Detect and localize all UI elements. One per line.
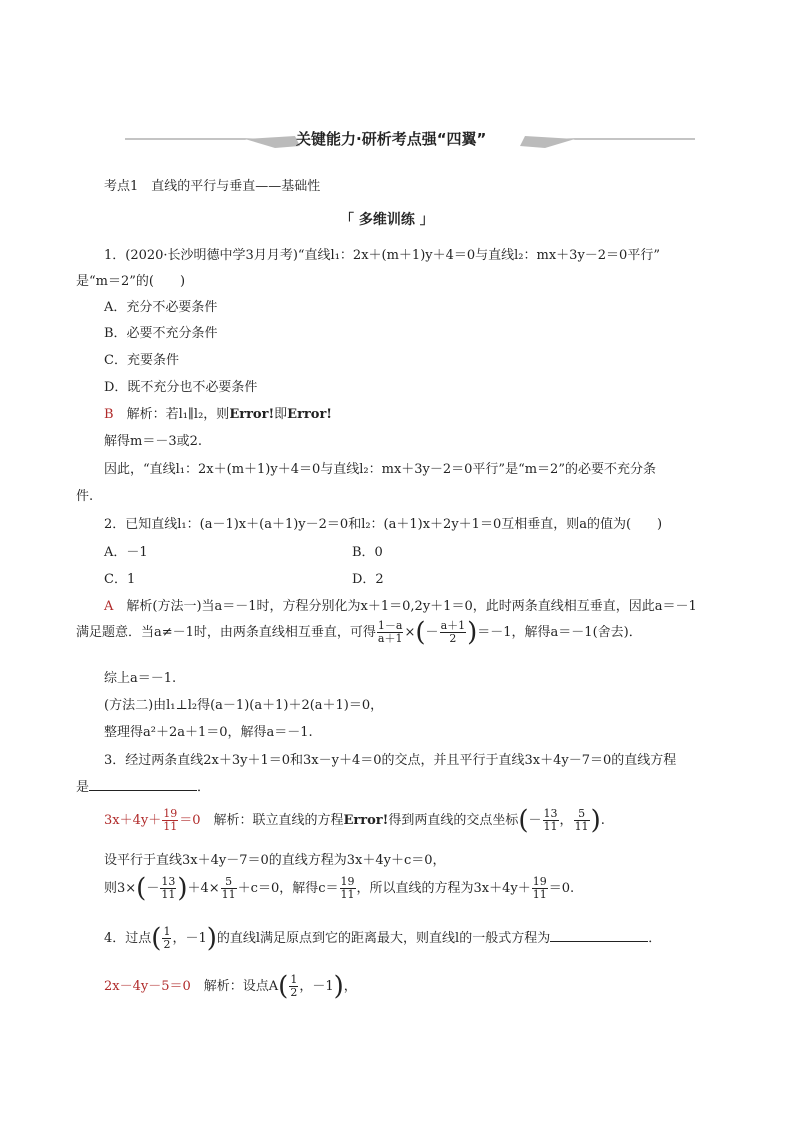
q1-option-c: C．充要条件 (104, 353, 179, 368)
q1-option-b: B．必要不充分条件 (104, 326, 218, 341)
fraction: $\frac{19}{11}$ (340, 875, 355, 901)
q3-sol-text: 解析：联立直线的方程 (200, 813, 344, 828)
q2-stem: 2．已知直线l₁：(a－1)x＋(a＋1)y－2＝0和l₂：(a＋1)x＋2y＋1＝0互相垂直，则a的值为( ) (104, 517, 663, 532)
fraction: $\frac{19}{11}$ (532, 875, 547, 901)
q4-answer: 2x－4y－5＝0 (104, 979, 191, 994)
q1-solution-line1 (104, 403, 332, 422)
q4-stem: 4．过点( $\frac{1}{2}$ ，－1)的直线l满足原点到它的距离最大，则直线l的一般式方程为 ． (104, 923, 662, 954)
q3-answer: 3x＋4y＋ $\frac{19}{11}$ ＝0 (104, 807, 201, 833)
fraction: $\frac{1}{2}$ (290, 973, 298, 999)
q2-sol-text: 满足题意．当a≠－1时，由两条直线相互垂直，可得 (76, 625, 376, 640)
q1-sol-text: 解析：若l₁∥l₂，则 (113, 407, 230, 422)
answer-blank (89, 778, 197, 791)
error-text: Error! (287, 407, 333, 422)
q2-sol-text: ＝－1，解得a＝－1(舍去)． (477, 625, 642, 640)
error-text: Error! (343, 813, 389, 828)
q3-stem-line2: 是 ． (76, 780, 211, 795)
q2-solution-line5: 整理得a²＋2a＋1＝0，解得a＝－1. (104, 725, 313, 740)
fraction: $\frac{5}{11}$ (221, 875, 236, 901)
q1-option-a: A．充分不必要条件 (104, 300, 218, 315)
q3-sol-text: 得到两直线的交点坐标 (388, 813, 519, 828)
q2-option-d: D．2 (352, 572, 384, 587)
q3-stem-line1: 3．经过两条直线2x＋3y＋1＝0和3x－y＋4＝0的交点，并且平行于直线3x＋4y－7＝0的直线方程 (104, 753, 677, 768)
q2-solution-line2: 满足题意．当a≠－1时，由两条直线相互垂直，可得 $\frac{1-a}{a+1}$ ×(－ $\frac{a+1}{2}$ )＝－1，解得a＝－1(舍去)． (76, 617, 642, 648)
fraction: $\frac{1}{2}$ (163, 925, 171, 951)
q4-solution-line1: 2x－4y－5＝0 解析：设点A( $\frac{1}{2}$ ，－1)， (104, 971, 357, 1002)
times-sign: × (404, 625, 416, 640)
q2-option-c: C．1 (104, 572, 136, 587)
q1-stem-line1: 1．(2020·长沙明德中学3月月考)“直线l₁：2x＋(m＋1)y＋4＝0与直线l₂：mx＋3y－2＝0平行” (104, 248, 660, 263)
section-badge: 「 多维训练 」 (340, 212, 434, 228)
q2-option-a: A．－1 (104, 545, 148, 560)
q1-solution-line2: 解得m＝－3或2. (104, 434, 203, 449)
q1-option-d: D．既不充分也不必要条件 (104, 380, 258, 395)
q3-solution-line2: 设平行于直线3x＋4y－7＝0的直线方程为3x＋4y＋c＝0， (104, 853, 446, 868)
fraction: $\frac{13}{11}$ (161, 875, 176, 901)
fraction: $\frac{1-a}{a+1}$ (377, 619, 403, 645)
q1-stem-line2: 是“m＝2”的( ) (76, 274, 186, 289)
q2-solution-line1 (104, 595, 697, 614)
q3-solution-line1: 3x＋4y＋ $\frac{19}{11}$ ＝0 解析：联立直线的方程Error!得到两直线的交点坐标(－ $\frac{13}{11}$ ， $\frac{5}{11}$ ). (104, 805, 605, 836)
q3-solution-line3: 则3×(－ $\frac{13}{11}$ )＋4× $\frac{5}{11}$ ＋c＝0，解得c＝ $\frac{19}{11}$ ，所以直线的方程为3x＋4y＋ $\frac{19}{11}$ ＝0. (104, 873, 575, 904)
fraction: $\frac{19}{11}$ (163, 807, 178, 833)
q2-sol-text: 解析(方法一)当a＝－1时，方程分别化为x＋1＝0,2y＋1＝0，此时两条直线相互垂直，因此a＝－1 (113, 599, 697, 614)
fraction: $\frac{13}{11}$ (543, 807, 558, 833)
error-text: Error! (229, 407, 275, 422)
fraction: $\frac{a+1}{2}$ (440, 619, 466, 645)
q1-solution-line3: 因此，“直线l₁：2x＋(m＋1)y＋4＝0与直线l₂：mx＋3y－2＝0平行”是“m＝2”的必要不充分条 (104, 462, 656, 477)
page-title: 关键能力·研析考点强“四翼” (296, 130, 487, 148)
q2-solution-line4: (方法二)由l₁⊥l₂得(a－1)(a＋1)＋2(a＋1)＝0， (104, 698, 384, 713)
q1-answer: B (104, 407, 114, 422)
fraction: $\frac{5}{11}$ (574, 807, 589, 833)
q2-option-b: B．0 (352, 545, 383, 560)
answer-blank (550, 929, 648, 942)
q2-answer: A (104, 599, 114, 614)
section-label: 考点1 直线的平行与垂直——基础性 (104, 179, 321, 194)
q1-sol-mid: 即 (274, 407, 288, 422)
q1-solution-line4: 件. (76, 489, 94, 504)
q2-solution-line3: 综上a＝－1. (104, 671, 177, 686)
